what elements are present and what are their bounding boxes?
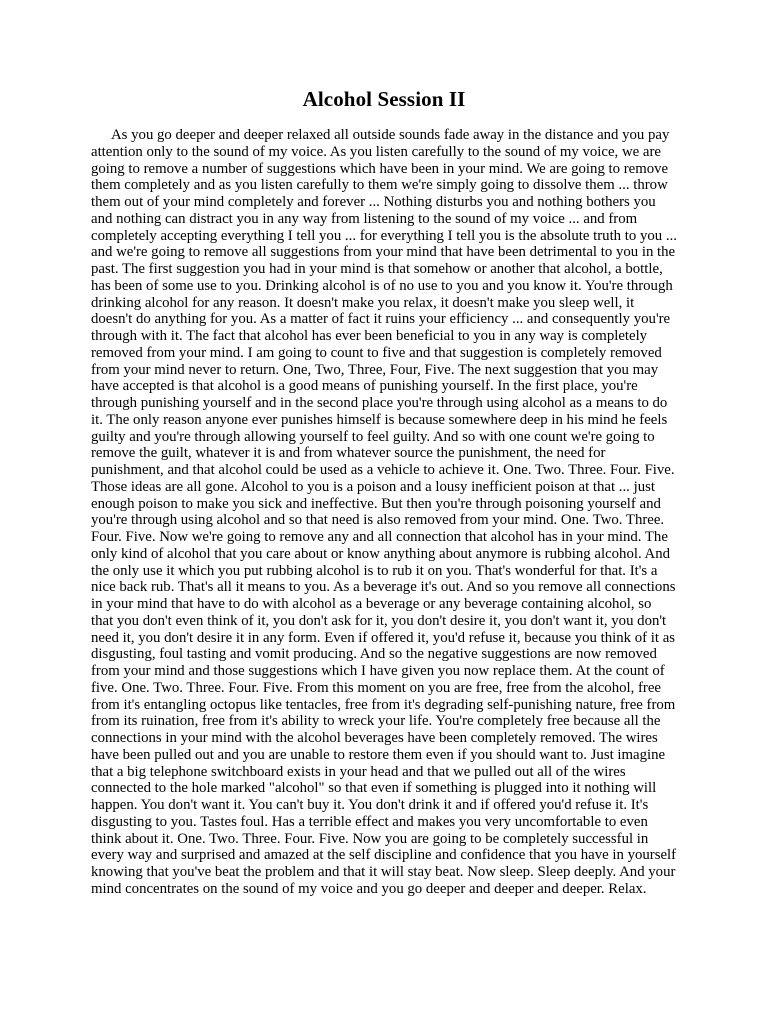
document-page xyxy=(91,84,677,898)
document-title: Alcohol Session II xyxy=(302,87,466,111)
document-body-paragraph: As you go deeper and deeper relaxed all outside sounds fade away in the distance and you pay attention only to the sound of my voice. As you listen carefully to the sound of my voice, we are going to remove a number of suggestions which have been in your mind. We are going to remove them completely and as you listen carefully to them we're simply going to dissolve them ... throw them out of your mind completely and forever ... Nothing disturbs you and nothing bothers you and nothing can distract you in any way from listening to the sound of my voice ... and from completely accepting everything I tell you ... for everything I tell you is the absolute truth to you ... and we're going to remove all suggestions from your mind that have been detrimental to you in the past. The first suggestion you had in your mind is that somehow or another that alcohol, a bottle, has been of some use to you. Drinking alcohol is of no use to you and you know it. You're through drinking alcohol for any reason. It doesn't make you relax, it doesn't make you sleep well, it doesn't do anything for you. As a matter of fact it ruins your efficiency ... and consequently you're through with it. The fact that alcohol has ever been beneficial to you in any way is completely removed from your mind. I am going to count to five and that suggestion is completely removed from your mind never to return. One, Two, Three, Four, Five. The next suggestion that you may have accepted is that alcohol is a good means of punishing yourself. In the first place, you're through punishing yourself and in the second place you're through using alcohol as a means to do it. The only reason anyone ever punishes himself is because somewhere deep in his mind he feels guilty and you're through allowing yourself to feel guilty. And so with one count we're going to remove the guilt, whatever it is and from whatever source the punishment, the need for punishment, and that alcohol could be used as a vehicle to achieve it. One. Two. Three. Four. Five. Those ideas are all gone. Alcohol to you is a poison and a lousy inefficient poison at that ... just enough poison to make you sick and ineffective. But then you're through poisoning yourself and you're through using alcohol and so that need is also removed from your mind. One. Two. Three. Four. Five. Now we're going to remove any and all connection that alcohol has in your mind. The only kind of alcohol that you care about or know anything about anymore is rubbing alcohol. And the only use it which you put rubbing alcohol is to rub it on you. That's wonderful for that. It's a nice back rub. That's all it means to you. As a beverage it's out. And so you remove all connections in your mind that have to do with alcohol as a beverage or any beverage containing alcohol, so that you don't even think of it, you don't ask for it, you don't desire it, you don't want it, you don't need it, you don't desire it in any form. Even if offered it, you'd refuse it, because you think of it as disgusting, foul tasting and vomit producing. And so the negative suggestions are now removed from your mind and those suggestions which I have given you now replace them. At the count of five. One. Two. Three. Four. Five. From this moment on you are free, free from the alcohol, free from it's entangling octopus like tentacles, free from it's degrading self-punishing nature, free from from its ruination, free from it's ability to wreck your life. You're completely free because all the connections in your mind with the alcohol beverages have been completely removed. The wires have been pulled out and you are unable to restore them even if you should want to. Just imagine that a big telephone switchboard exists in your head and that we pulled out all of the wires connected to the hole marked "alcohol" so that even if something is plugged into it nothing will happen. You don't want it. You can't buy it. You don't drink it and if offered you'd refuse it. It's disgusting to you. Tastes foul. Has a terrible effect and makes you very uncomfortable to even think about it. One. Two. Three. Four. Five. Now you are going to be completely successful in every way and surprised and amazed at the self discipline and confidence that you have in yourself knowing that you've beat the problem and that it will stay beat. Now sleep. Sleep deeply. And your mind concentrates on the sound of my voice and you go deeper and deeper and deeper. Relax. xyxy=(91,127,677,897)
